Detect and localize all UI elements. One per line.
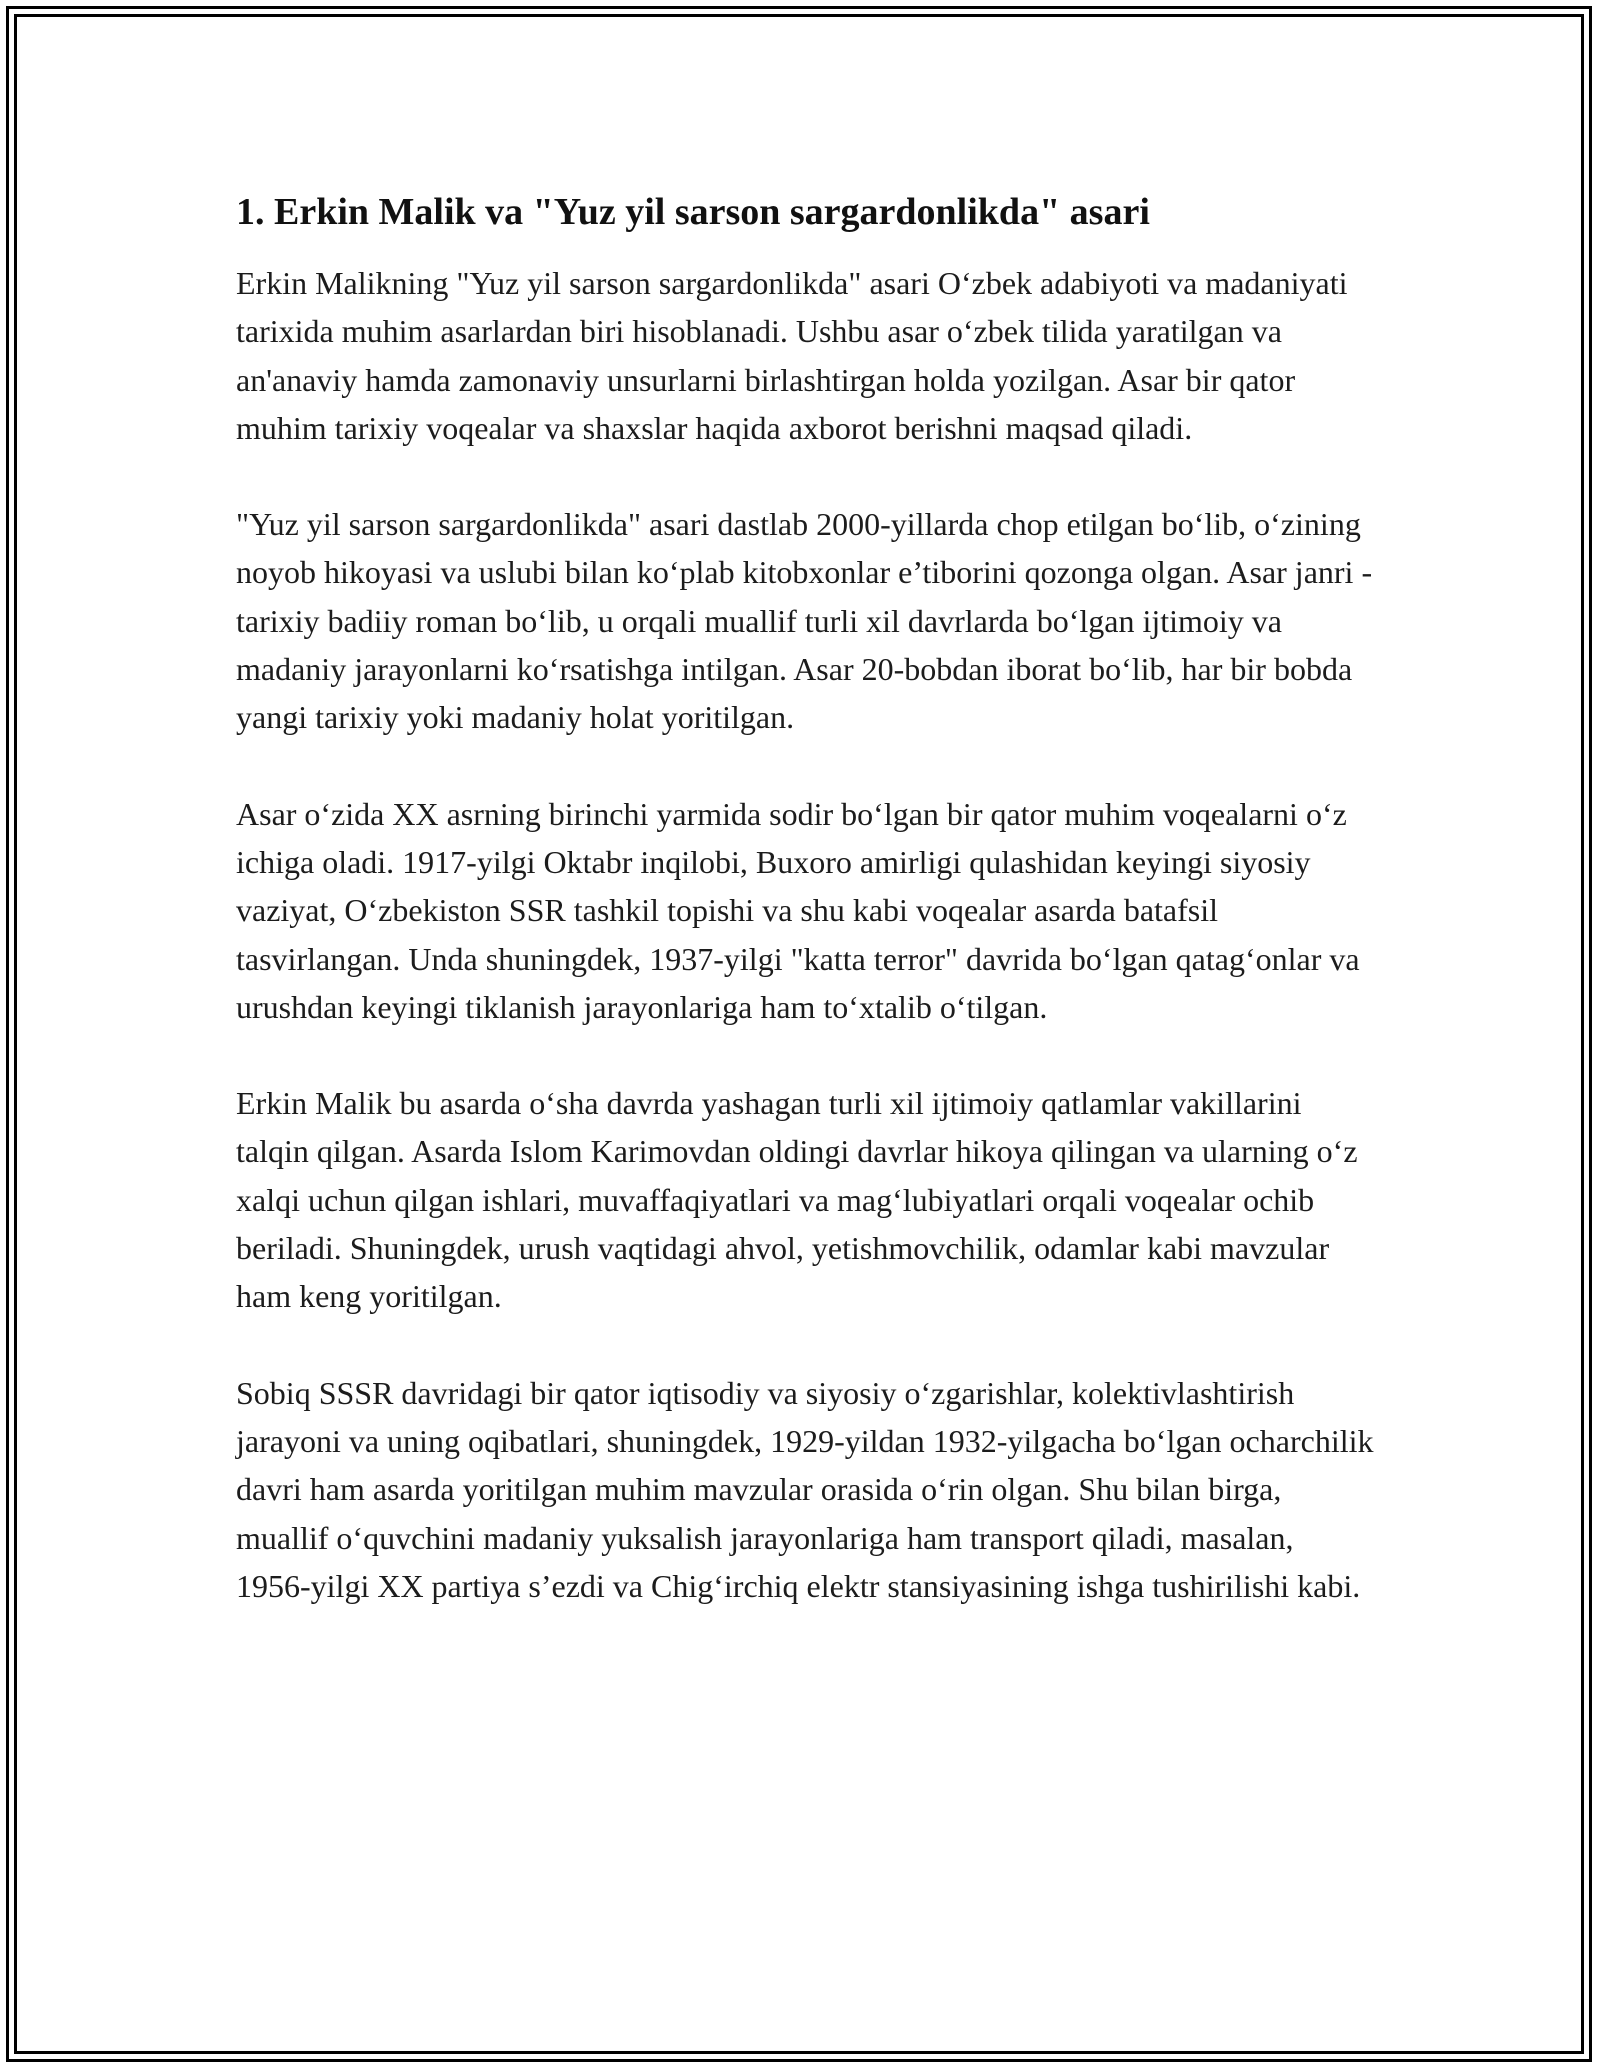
paragraph-3: Asar o‘zida XX asrning birinchi yarmida sodir bo‘lgan bir qator muhim voqealarni o‘z ichiga oladi. 1917-yilgi Oktabr inqilobi, Buxoro amirligi qulashidan keyingi siyosiy vaziyat, O‘zbekiston SSR tashkil topishi va shu kabi voqealar asarda batafsil tasvirlangan. Unda shuningdek, 1937-yilgi "katta terror" davrida bo‘lgan qatag‘onlar va urushdan keyingi tiklanish jarayonlariga ham to‘xtalib o‘tilgan. xyxy=(236,795,1360,1025)
paragraph-4: Erkin Malik bu asarda o‘sha davrda yashagan turli xil ijtimoiy qatlamlar vakillarini talqin qilgan. Asarda Islom Karimovdan oldingi davrlar hikoya qilingan va ularning o‘z xalqi uchun qilgan ishlari, muvaffaqiyatlari va mag‘lubiyatlari orqali voqealar ochib beriladi. Shuningdek, urush vaqtidagi ahvol, yetishmovchilik, odamlar kabi mavzular ham keng yoritilgan. xyxy=(236,1085,1358,1315)
document-body xyxy=(236,187,1376,1658)
paragraph-5: Sobiq SSSR davridagi bir qator iqtisodiy va siyosiy o‘zgarishlar, kolektivlashtirish jarayoni va uning oqibatlari, shuningdek, 1929-yildan 1932-yilgacha bo‘lgan ocharchilik davri ham asarda yoritilgan muhim mavzular orasida o‘rin olgan. Shu bilan birga, muallif o‘quvchini madaniy yuksalish jarayonlariga ham transport qiladi, masalan, 1956-yilgi XX partiya s’ezdi va Chig‘irchiq elektr stansiyasining ishga tushirilishi kabi. xyxy=(236,1374,1374,1604)
paragraph-1: Erkin Malikning "Yuz yil sarson sargardonlikda" asari O‘zbek adabiyoti va madaniyati tarixida muhim asarlardan biri hisoblanadi. Ushbu asar o‘zbek tilida yaratilgan va an'anaviy hamda zamonaviy unsurlarni birlashtirgan holda yozilgan. Asar bir qator muhim tarixiy voqealar va shaxslar haqida axborot berishni maqsad qiladi. xyxy=(236,265,1348,446)
document-title: 1. Erkin Malik va "Yuz yil sarson sargardonlikda" asari xyxy=(236,191,1150,233)
paragraph-2: "Yuz yil sarson sargardonlikda" asari dastlab 2000-yillarda chop etilgan bo‘lib, o‘zining noyob hikoyasi va uslubi bilan ko‘plab kitobxonlar e’tiborini qozonga olgan. Asar janri - tarixiy badiiy roman bo‘lib, u orqali muallif turli xil davrlarda bo‘lgan ijtimoiy va madaniy jarayonlarni ko‘rsatishga intilgan. Asar 20-bobdan iborat bo‘lib, har bir bobda yangi tarixiy yoki madaniy holat yoritilgan. xyxy=(236,506,1373,736)
